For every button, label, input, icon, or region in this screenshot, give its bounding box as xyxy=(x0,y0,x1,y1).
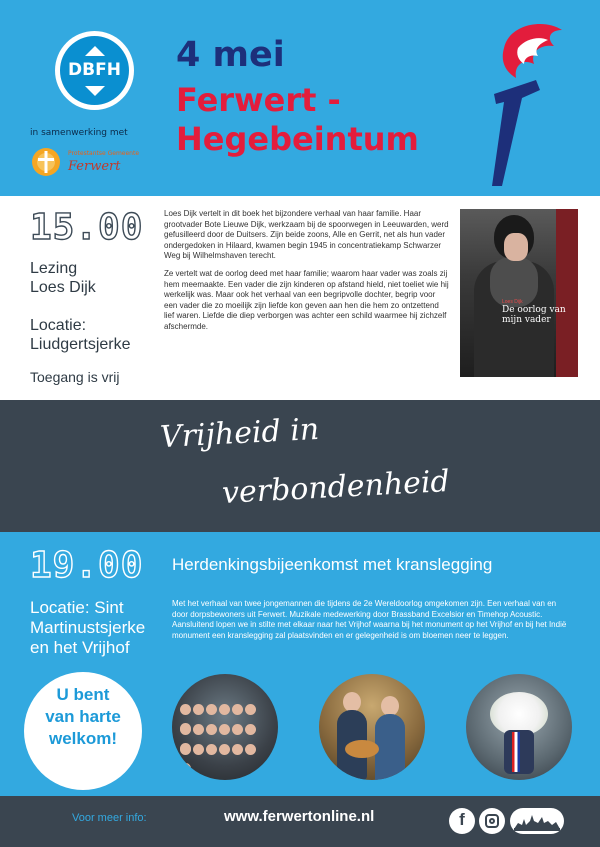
evening-time: 19.00 xyxy=(30,545,144,586)
lecture-location xyxy=(30,316,131,354)
evening-section xyxy=(0,532,600,796)
book-cover xyxy=(460,209,578,377)
evening-location-line3: en het Vrijhof xyxy=(30,638,130,657)
more-info-label: Voor meer info: xyxy=(72,812,147,824)
village-skyline-icon xyxy=(510,808,564,834)
lecture-location-label: Locatie: xyxy=(30,317,87,334)
lecture-description xyxy=(164,209,450,340)
welcome-line3: welkom! xyxy=(48,729,118,748)
dbfh-logo xyxy=(55,31,134,110)
lecture-section xyxy=(0,196,600,400)
title-place-line2: Hegebeintum xyxy=(176,120,419,158)
flag-ribbon-icon xyxy=(512,732,520,772)
wreath-photo xyxy=(466,674,572,780)
evening-description: Met het verhaal van twee jongemannen die tijdens de 2e Wereldoorlog omgekomen zijn. Een verhaal van en door dorpsbewoners uit Ferwert. Muzikale medewerking door Brassband Excelsior en Timehop Acoustic. Aansluitend lopen we in stilte met elkaar naar het Vrijhof waarna bij het monument op het Vrijhof en bij het Indië monument een kranslegging zal plaatsvinden en er gelegenheid is om bloemen neer te leggen. xyxy=(172,599,567,640)
welcome-line2: van harte xyxy=(45,707,121,726)
dbfh-logo-text: DBFH xyxy=(68,60,121,80)
lecture-paragraph-1: Loes Dijk vertelt in dit boek het bijzondere verhaal van haar familie. Haar grootvader Bote Lieuwe Dijk, werkzaam bij de spoorwegen in Leeuwarden, werd gefusilleerd door de Duitsers. Zijn beide zoons, Alle en Gerrit, net als hun vader ondergedoken in Hilaard, kwamen begin 1945 in concentratiekamp Schwarzer Weg bij Wilhelmshaven terecht. xyxy=(164,209,449,261)
dbfh-logo-inner xyxy=(60,36,129,105)
evening-location-line2: Martinustsjerke xyxy=(30,618,146,637)
lecture-time: 15.00 xyxy=(30,207,144,248)
parish-name-line1: Protestantse Gemeente xyxy=(68,150,140,157)
header xyxy=(0,0,600,196)
choir-photo xyxy=(172,674,278,780)
website-link[interactable]: www.ferwertonline.nl xyxy=(224,808,375,825)
evening-location-line1: Locatie: Sint xyxy=(30,598,124,617)
book-title: De oorlog van mijn vader xyxy=(502,305,566,325)
lecture-label xyxy=(30,259,96,297)
arrow-up-icon xyxy=(85,46,105,56)
facebook-glyph: f xyxy=(459,810,465,829)
footer xyxy=(0,796,600,847)
evening-heading: Herdenkingsbijeenkomst met kranslegging xyxy=(172,555,493,574)
instagram-icon[interactable] xyxy=(479,808,505,834)
welcome-badge xyxy=(24,672,142,790)
sun-cross-icon xyxy=(30,146,62,178)
lecture-entry: Toegang is vrij xyxy=(30,369,120,385)
title-date: 4 mei xyxy=(176,35,285,75)
title-place-line1: Ferwert - xyxy=(176,81,341,119)
book-author: Loes Dijk xyxy=(502,299,523,305)
welcome-line1: U bent xyxy=(56,685,110,704)
theme-line1: Vrijheid in xyxy=(159,411,321,456)
guitar-icon xyxy=(345,740,379,758)
lecture-speaker: Loes Dijk xyxy=(30,279,96,296)
parish-logo xyxy=(30,146,170,186)
facebook-icon[interactable] xyxy=(449,808,475,834)
welcome-text xyxy=(24,684,142,750)
torch-flame-icon xyxy=(474,18,574,190)
arrow-down-icon xyxy=(85,86,105,96)
partner-intro: in samenwerking met xyxy=(30,128,128,138)
lecture-location-name: Liudgertsjerke xyxy=(30,336,131,353)
evening-location xyxy=(30,598,170,658)
parish-name-line2: Ferwert xyxy=(68,159,121,174)
theme-line2: verbondenheid xyxy=(221,464,451,511)
theme-band xyxy=(0,400,600,532)
musicians-photo xyxy=(319,674,425,780)
lecture-label-line1: Lezing xyxy=(30,260,78,277)
lecture-paragraph-2: Ze vertelt wat de oorlog deed met haar familie; waarom haar vader was zoals zij hem meemaakte. Een vader die zijn kinderen op afstand hield, niet toeliet wie hij werkelijk was. Maar ook het verhaal van een begripvolle dochter, begrip voor een vader die zo moeilijk zijn liefde kon geven aan hen die hem zo ontzettend lief waren. Liefde die diep verborgen was achter een schild waarmee hij zichzelf afschermde. xyxy=(164,268,449,331)
